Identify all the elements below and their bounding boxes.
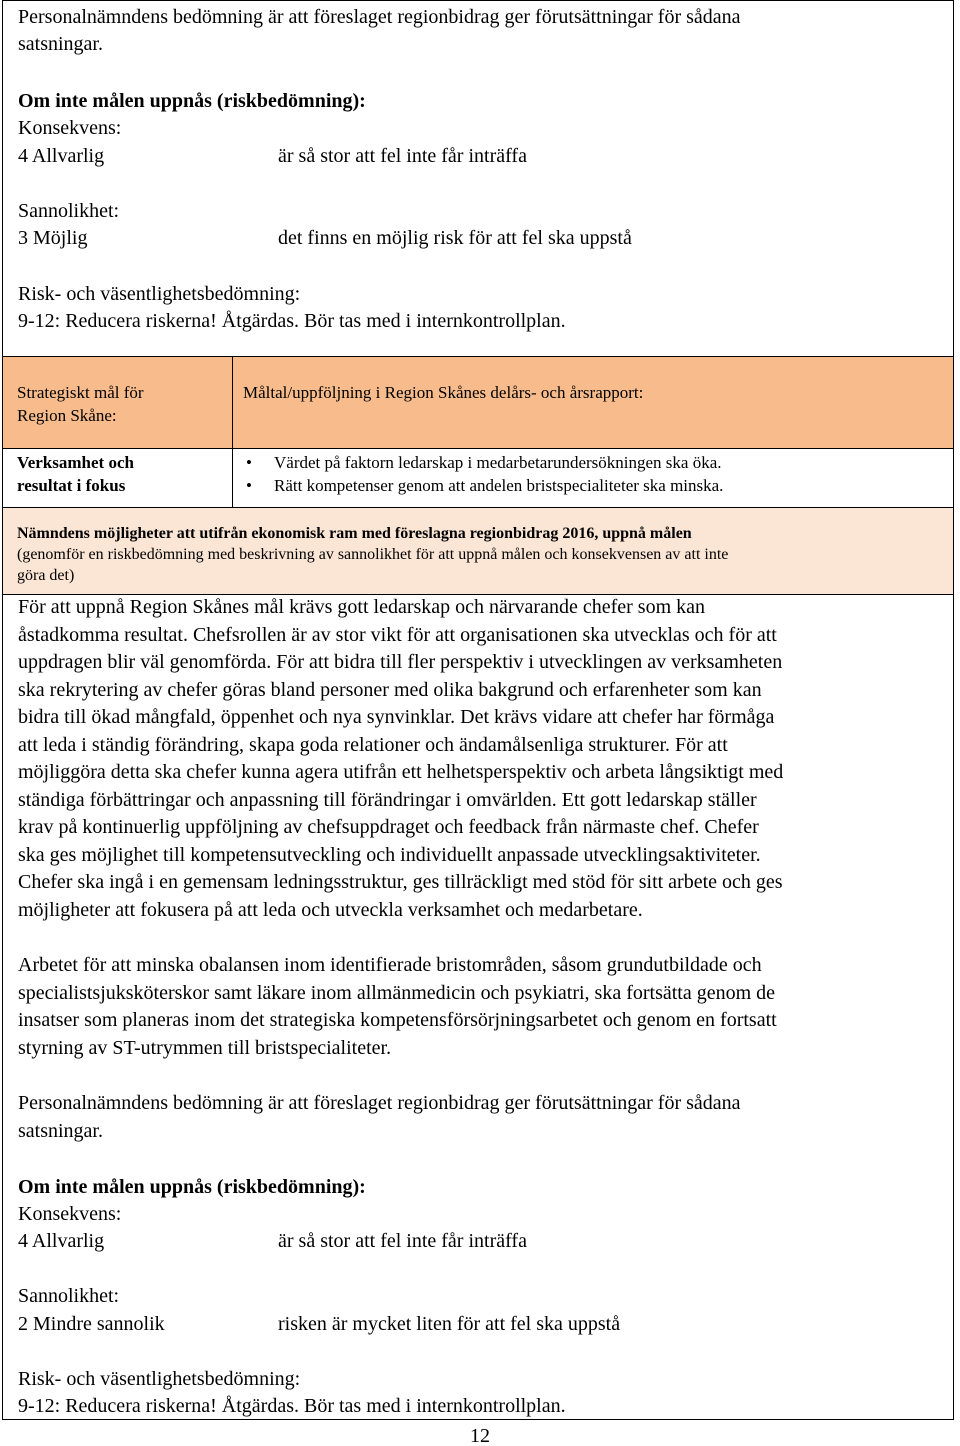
probability-label: Sannolikhet: [18, 1285, 120, 1307]
body-paragraph-line: styrning av ST-utrymmen till bristspecialiteter. [18, 1037, 392, 1059]
body-paragraph-line: bidra till ökad mångfald, öppenhet och nya synvinklar. Det krävs vidare att chefer har förmåga [18, 706, 775, 728]
goal-bullet-text: Rätt kompetenser genom att andelen bristspecialiteter ska minska. [274, 476, 724, 495]
body-paragraph-line: möjligheter att fokusera på att leda och utveckla verksamhet och medarbetare. [18, 899, 643, 921]
top-paragraph-line: Personalnämndens bedömning är att föreslaget regionbidrag ger förutsättningar för sådana [18, 6, 741, 28]
goal-table-header-right: Måltal/uppföljning i Region Skånes delårs- och årsrapport: [233, 357, 953, 449]
probability-label: Sannolikhet: [18, 200, 120, 222]
body-paragraph-line: ständiga förbättringar och anpassning till förändringar i omvärlden. Ett gott ledarskap ställer [18, 789, 757, 811]
bottom-rule [2, 1419, 954, 1420]
header-left-line: Strategiskt mål för [17, 383, 144, 402]
goal-table-row-left [3, 449, 233, 507]
assessment-label: Risk- och väsentlighetsbedömning: [18, 283, 301, 305]
bullet-icon: • [246, 476, 252, 495]
top-paragraph-line: satsningar. [18, 33, 103, 55]
consequence-label: Konsekvens: [18, 1203, 122, 1225]
bullet-icon: • [246, 453, 252, 472]
probability-description: risken är mycket liten för att fel ska uppstå [278, 1313, 621, 1335]
body-paragraph-line: insatser som planeras inom det strategiska kompetensförsörjningsarbetet och genom en fortsatt [18, 1009, 777, 1031]
body-paragraph-line: krav på kontinuerlig uppföljning av chefsuppdraget och feedback från närmaste chef. Chefer [18, 816, 759, 838]
consequence-description: är så stor att fel inte får inträffa [278, 1230, 527, 1252]
body-paragraph-line: åstadkomma resultat. Chefsrollen är av stor vikt för att organisationen ska utvecklas och för att [18, 624, 777, 646]
row-left-line: resultat i fokus [17, 476, 126, 495]
goal-table-header-left [3, 357, 233, 449]
body-paragraph-line: satsningar. [18, 1120, 103, 1142]
body-paragraph-line: ska ges möjlighet till kompetensutveckling och individuellt anpassade utvecklingsaktiviteter. [18, 844, 761, 866]
namnd-possibilities-header [2, 508, 954, 595]
probability-value: 2 Mindre sannolik [18, 1313, 165, 1335]
body-paragraph-line: ska rekrytering av chefer göras bland personer med olika bakgrund och erfarenheter som kan [18, 679, 762, 701]
probability-description: det finns en möjlig risk för att fel ska uppstå [278, 227, 632, 249]
consequence-value: 4 Allvarlig [18, 1230, 105, 1252]
risk-heading: Om inte målen uppnås (riskbedömning): [18, 1176, 366, 1198]
assessment-label: Risk- och väsentlighetsbedömning: [18, 1368, 301, 1390]
namnd-subheading-line: (genomför en riskbedömning med beskrivning av sannolikhet för att uppnå målen och konsekvensen av att inte [17, 546, 729, 563]
assessment-value: 9-12: Reducera riskerna! Åtgärdas. Bör tas med i internkontrollplan. [18, 310, 566, 332]
goal-bullet-item [246, 451, 953, 474]
probability-value: 3 Möjlig [18, 227, 88, 249]
header-left-line: Region Skåne: [17, 406, 117, 425]
row-left-line: Verksamhet och [17, 453, 134, 472]
goal-bullet-list [246, 451, 953, 497]
body-paragraph-line: Chefer ska ingå i en gemensam ledningsstruktur, ges tillräckligt med stöd för sitt arbete och ges [18, 871, 783, 893]
goal-table [2, 356, 954, 508]
consequence-value: 4 Allvarlig [18, 145, 105, 167]
consequence-label: Konsekvens: [18, 117, 122, 139]
body-paragraph-line: För att uppnå Region Skånes mål krävs gott ledarskap och närvarande chefer som kan [18, 596, 706, 618]
namnd-subheading-line: göra det) [17, 567, 75, 584]
body-paragraph-line: möjliggöra detta ska chefer kunna agera utifrån ett helhetsperspektiv och arbeta långsiktigt med [18, 761, 784, 783]
page-number: 12 [470, 1425, 490, 1446]
goal-bullet-item [246, 474, 953, 497]
goal-table-row-right [233, 449, 953, 507]
body-paragraph-line: att leda i ständig förändring, skapa goda relationer och ändamålsenliga strukturer. För att [18, 734, 728, 756]
consequence-description: är så stor att fel inte får inträffa [278, 145, 527, 167]
namnd-heading: Nämndens möjligheter att utifrån ekonomisk ram med föreslagna regionbidrag 2016, uppnå målen [17, 525, 692, 542]
body-paragraph-line: specialistsjuksköterskor samt läkare inom allmänmedicin och psykiatri, ska fortsätta genom de [18, 982, 776, 1004]
risk-heading: Om inte målen uppnås (riskbedömning): [18, 90, 366, 112]
goal-bullet-text: Värdet på faktorn ledarskap i medarbetarundersökningen ska öka. [274, 453, 722, 472]
body-paragraph-line: uppdragen blir väl genomförda. För att bidra till fler perspektiv i utvecklingen av verksamheten [18, 651, 783, 673]
body-paragraph-line: Arbetet för att minska obalansen inom identifierade bristområden, såsom grundutbildade och [18, 954, 762, 976]
top-risk-section [2, 0, 954, 356]
body-paragraph-line: Personalnämndens bedömning är att föreslaget regionbidrag ger förutsättningar för sådana [18, 1092, 741, 1114]
assessment-value: 9-12: Reducera riskerna! Åtgärdas. Bör tas med i internkontrollplan. [18, 1395, 566, 1417]
body-section [2, 595, 954, 1420]
